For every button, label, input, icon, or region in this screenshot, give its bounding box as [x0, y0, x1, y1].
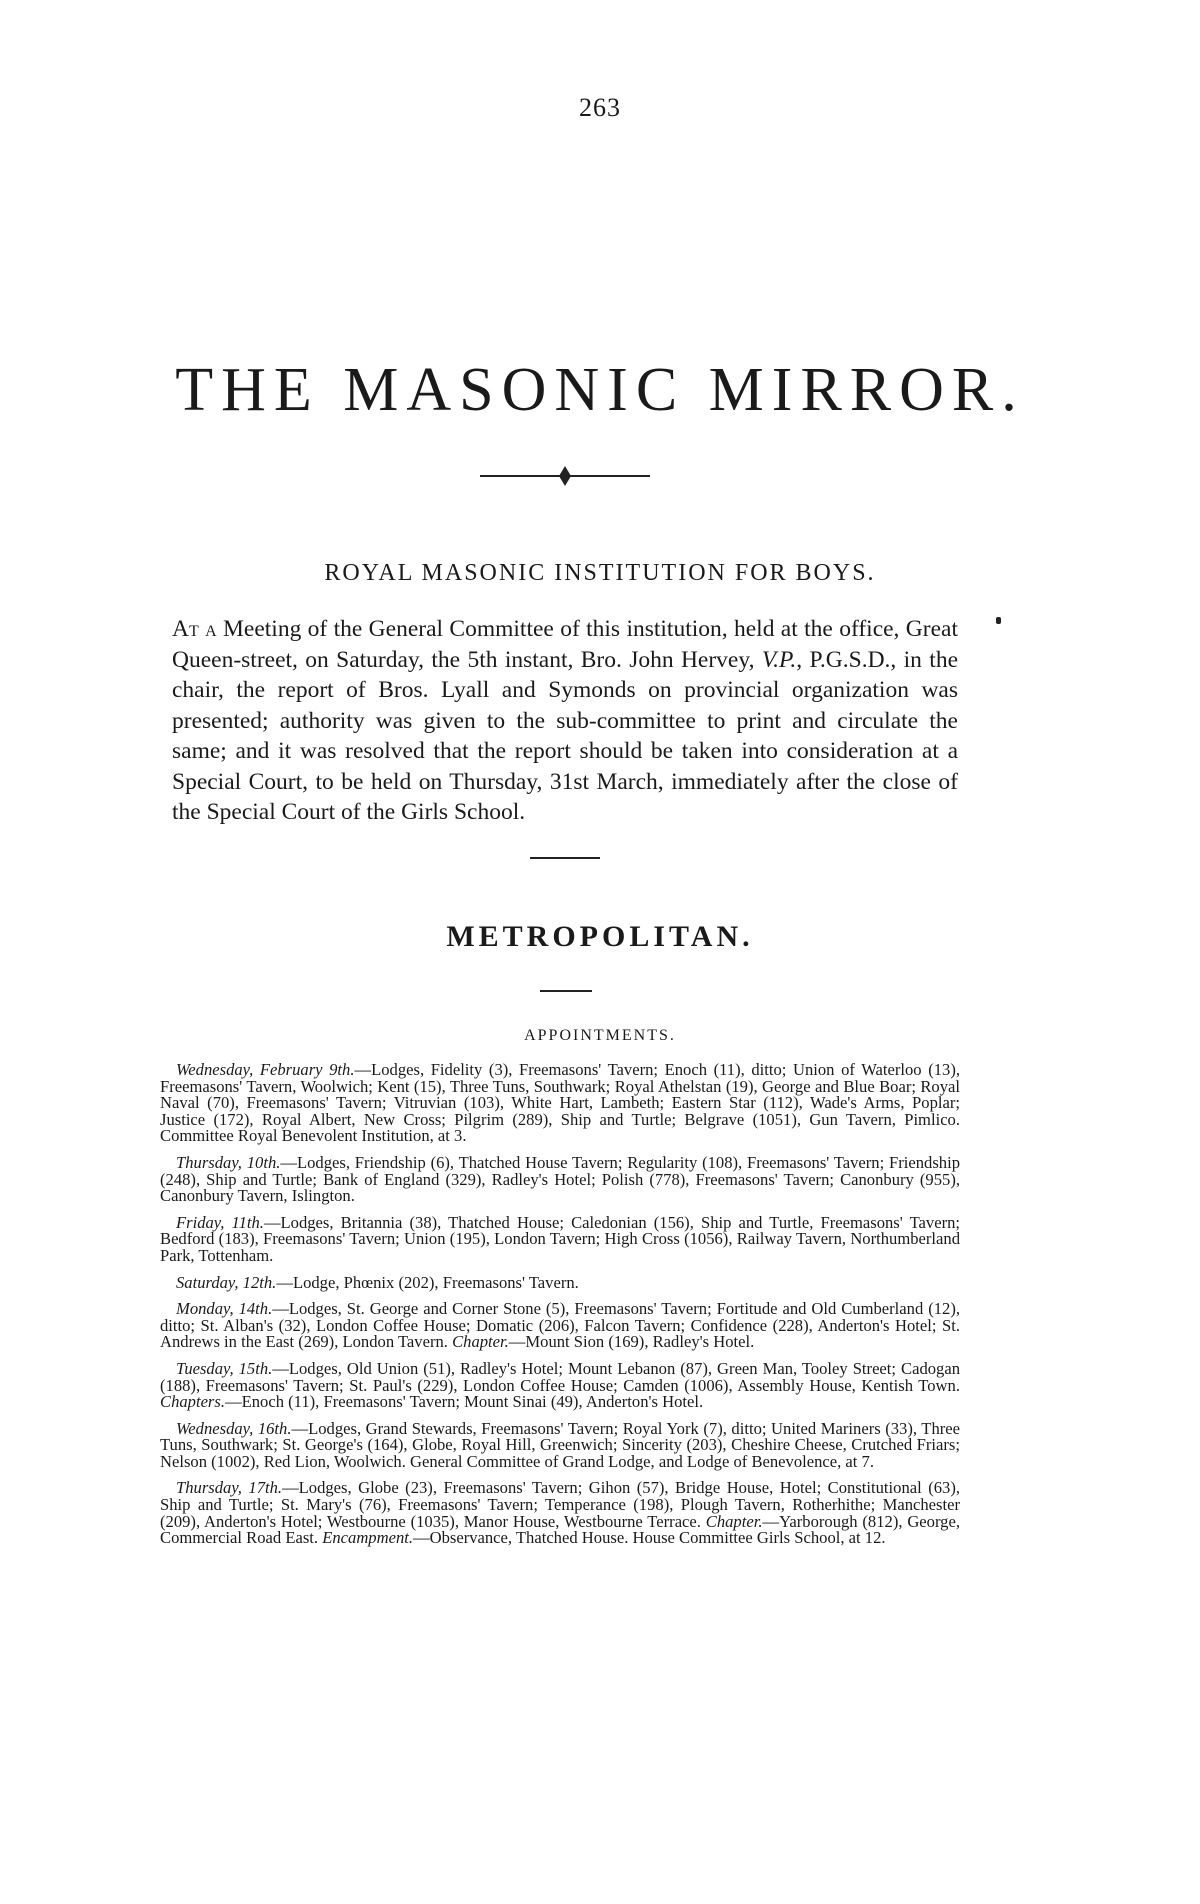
paragraph-text-a: Meeting of the General Committee of this institution, held at the office, Great Queen-street, on Saturday, the 5th instant, Bro. John Hervey,	[172, 616, 958, 673]
appointment-entry	[160, 1152, 960, 1206]
appointment-entry	[160, 1272, 960, 1292]
appointments-list	[160, 1062, 960, 1557]
section-rule	[530, 857, 600, 859]
appointment-entry	[160, 1062, 960, 1145]
paragraph-lead: At a	[172, 616, 217, 642]
entry-text: —Lodges, Fidelity (3), Freemasons' Tavern; Enoch (11), ditto; Union of Waterloo (13), Freemasons' Tavern, Woolwich; Kent (15), Three Tuns, Southwark; Royal Athelstan (19), George and Blue Boar; Royal Naval (70), Freemasons' Tavern; Vitruvian (103), White Hart, Lambeth; Eastern Star (112), Wade's Arms, Poplar; Justice (172), Royal Albert, New Cross; Pilgrim (289), Ship and Turtle; Belgrave (1051), Gun Tavern, Pimlico. Committee Royal Benevolent Institution, at 3.	[160, 1060, 960, 1146]
entry-text: —Lodges, Old Union (51), Radley's Hotel; Mount Lebanon (87), Green Man, Tooley Street; Cadogan (188), Freemasons' Tavern; St. Paul's (229), London Coffee House; Camden (1006), Assembly House, Kentish Town.	[160, 1358, 961, 1395]
entry-chapter-text: —Mount Sion (169), Radley's Hotel.	[508, 1332, 755, 1352]
margin-mark	[996, 617, 1001, 624]
entry-day: Thursday, 17th.	[176, 1478, 283, 1498]
appointment-entry	[160, 1418, 960, 1471]
entry-text: —Lodges, Globe (23), Freemasons' Tavern; Gihon (57), Bridge House, Hotel; Constitutional (63), Ship and Turtle; St. Mary's (76), Freemasons' Tavern; Temperance (198), Plough Tavern, Rotherhithe; Manchester (209), Anderton's Hotel; Westbourne (1035), Manor House, Westbourne Terrace.	[160, 1478, 960, 1531]
entry-text: —Lodges, Friendship (6), Thatched House Tavern; Regularity (108), Freemasons' Tavern; Friendship (248), Ship and Turtle; Bank of England (329), Radley's Hotel; Polish (778), Freemasons' Tavern; Canonbury (955), Canonbury Tavern, Islington.	[160, 1152, 960, 1206]
entry-day: Thursday, 10th.	[176, 1152, 281, 1172]
entry-day: Tuesday, 15th.	[176, 1358, 273, 1378]
page-number: 263	[579, 93, 621, 122]
entry-day: Friday, 11th.	[176, 1212, 264, 1232]
entry-chapter-label: Chapter.	[452, 1332, 509, 1352]
section-rule	[540, 990, 592, 992]
appointment-entry	[160, 1358, 961, 1412]
entry-day: Monday, 14th.	[176, 1299, 273, 1319]
entry-text: —Lodges, Grand Stewards, Freemasons' Tavern; Royal York (7), ditto; United Mariners (33), Three Tuns, Southwark; St. George's (164), Globe, Royal Hill, Greenwich; Sincerity (203), Cheshire Cheese, Crutched Friars; Nelson (1002), Red Lion, Woolwich. General Committee of Grand Lodge, and Lodge of Benevolence, at 7.	[160, 1418, 960, 1471]
appointment-entry	[160, 1212, 961, 1265]
appointment-entry	[160, 1301, 960, 1351]
entry-chapter-text: —Enoch (11), Freemasons' Tavern; Mount Sinai (49), Anderton's Hotel.	[225, 1392, 704, 1412]
entry-chapter-text: —Yarborough (812), George, Commercial Road East.	[160, 1511, 960, 1548]
entry-encampment-text: —Observance, Thatched House. House Committee Girls School, at 12.	[413, 1528, 886, 1548]
entry-chapter-label: Chapter.	[705, 1511, 763, 1531]
paragraph-text-b: , P.G.S.D., in the chair, the report of Bros. Lyall and Symonds on provincial organization was presented; authority was given to the sub-committee to print and circulate the same; and it was resolved that the report should be taken into consideration at a Special Court, to be held on Thursday, 31st March, immediately after the close of the Special Court of the Girls School.	[172, 646, 958, 825]
entry-text: —Lodges, Britannia (38), Thatched House; Caledonian (156), Ship and Turtle, Freemasons' Tavern; Bedford (183), Freemasons' Tavern; Union (195), London Tavern; High Cross (1056), Railway Tavern, Northumberland Park, Tottenham.	[160, 1212, 961, 1265]
masthead-title: THE MASONIC MIRROR.	[175, 356, 1025, 424]
boys-report-paragraph	[172, 614, 958, 828]
section-heading-boys: ROYAL MASONIC INSTITUTION FOR BOYS.	[324, 560, 876, 586]
entry-encampment-label: Encampment.	[322, 1528, 413, 1548]
entry-text: —Lodges, St. George and Corner Stone (5), Freemasons' Tavern; Fortitude and Old Cumberland (12), ditto; St. Alban's (32), London Coffee House; Domatic (206), Falcon Tavern; Confidence (228), Anderton's Hotel; St. Andrews in the East (269), London Tavern.	[160, 1299, 961, 1352]
entry-chapter-label: Chapters.	[160, 1392, 225, 1412]
section-heading-metropolitan: METROPOLITAN.	[446, 920, 754, 953]
entry-day: Saturday, 12th.	[176, 1272, 277, 1292]
paragraph-vp: V.P.	[761, 646, 797, 673]
ornament-divider	[480, 464, 650, 488]
entry-day: Wednesday, February 9th.	[176, 1060, 355, 1079]
subheading-appointments: APPOINTMENTS.	[524, 1027, 676, 1044]
appointment-entry	[160, 1480, 960, 1546]
entry-text: —Lodge, Phœnix (202), Freemasons' Tavern.	[276, 1272, 579, 1292]
entry-day: Wednesday, 16th.	[176, 1418, 292, 1438]
